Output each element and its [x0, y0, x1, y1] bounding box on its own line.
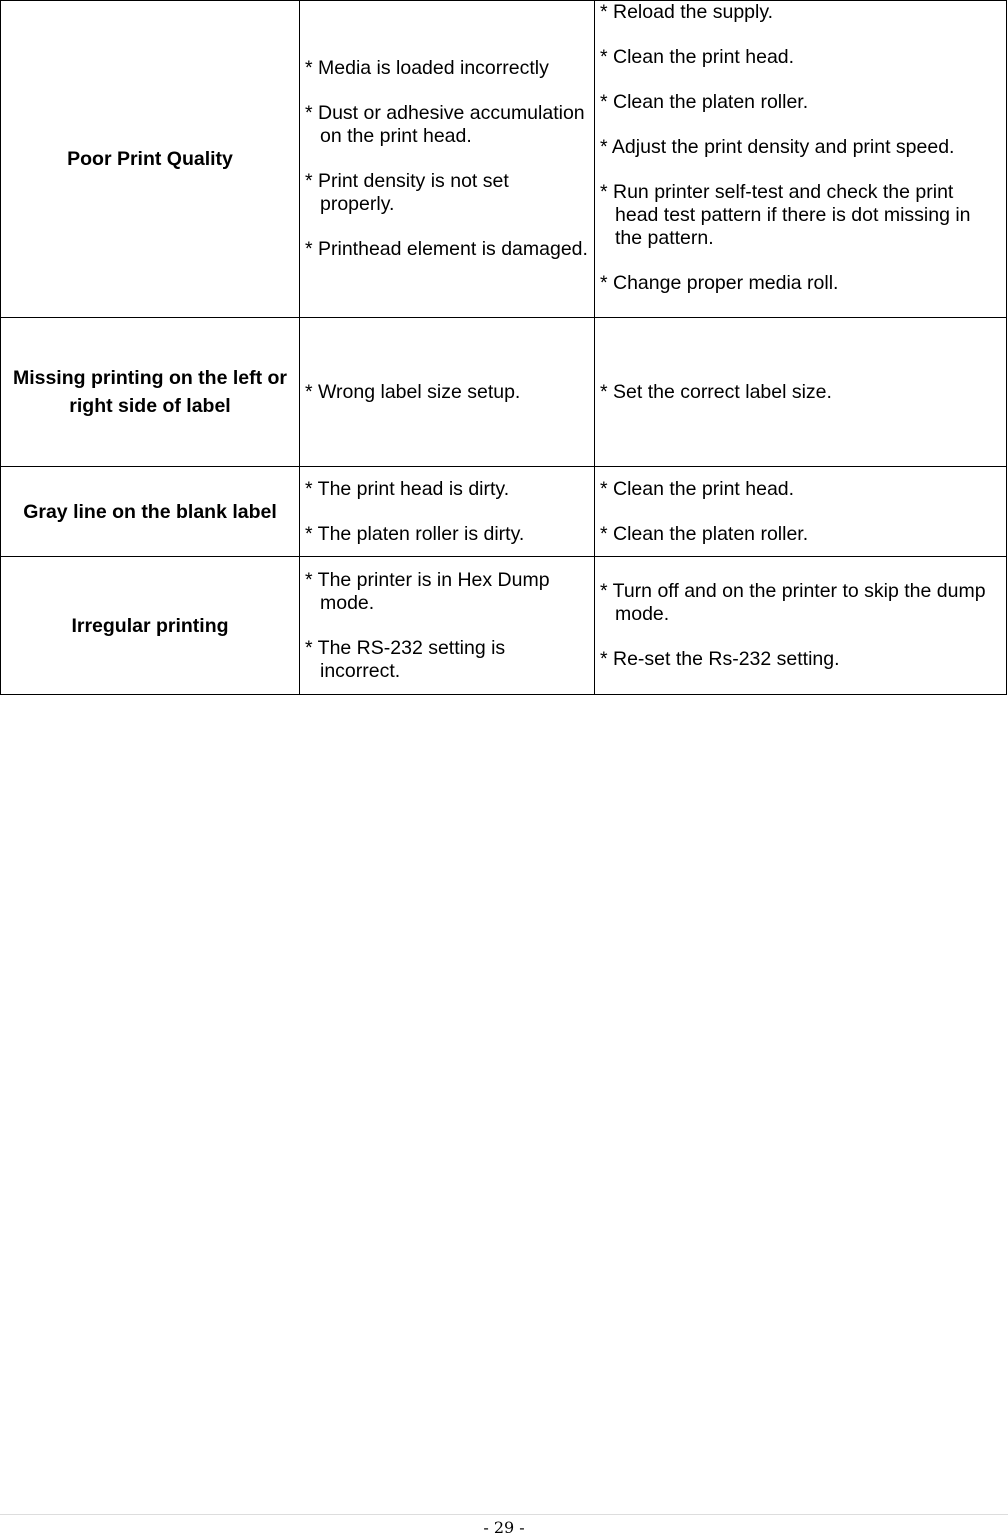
- problem-cell: Poor Print Quality: [1, 1, 300, 318]
- solution-item: * Set the correct label size.: [600, 380, 832, 403]
- troubleshooting-table: [0, 0, 1007, 695]
- cause-cell: [300, 318, 595, 467]
- solution-item: * Turn off and on the printer to skip the dump mode.: [600, 580, 986, 625]
- cause-cell: [300, 1, 595, 318]
- page-number: - 29 -: [483, 1518, 525, 1537]
- solution-item: * Adjust the print density and print speed.: [600, 136, 955, 158]
- solution-item: * Re-set the Rs-232 setting.: [600, 648, 840, 670]
- table-row: [1, 467, 1007, 557]
- table-row: [1, 318, 1007, 467]
- problem-cell: Irregular printing: [1, 557, 300, 695]
- solution-item: * Reload the supply.: [600, 1, 774, 23]
- cause-item: * Media is loaded incorrectly: [305, 57, 549, 79]
- cause-item: * Dust or adhesive accumulation on the print head.: [305, 102, 585, 147]
- cause-cell: [300, 467, 595, 557]
- cause-item: * The RS-232 setting is incorrect.: [305, 636, 506, 682]
- cause-item: * The print head is dirty.: [305, 477, 510, 500]
- solution-item: * Clean the print head.: [600, 46, 795, 68]
- cause-item: * The platen roller is dirty.: [305, 522, 525, 545]
- solution-item: * Clean the platen roller.: [600, 91, 809, 113]
- solution-item: * Clean the platen roller.: [600, 522, 809, 545]
- footer-divider: [0, 1514, 1008, 1515]
- cause-item: * The printer is in Hex Dump mode.: [305, 568, 550, 614]
- cause-item: * Wrong label size setup.: [305, 380, 521, 403]
- solution-cell: [595, 557, 1007, 695]
- solution-item: * Change proper media roll.: [600, 272, 839, 294]
- cause-item: * Print density is not set properly.: [305, 170, 509, 215]
- table-row: [1, 1, 1007, 318]
- problem-cell: Missing printing on the left or right side of label: [1, 318, 300, 467]
- problem-cell: Gray line on the blank label: [1, 467, 300, 557]
- solution-item: * Run printer self-test and check the print head test pattern if there is dot missing in the pattern.: [600, 181, 971, 249]
- cause-item: * Printhead element is damaged.: [305, 238, 588, 260]
- table-row: [1, 557, 1007, 695]
- solution-cell: [595, 1, 1007, 318]
- solution-cell: [595, 467, 1007, 557]
- solution-cell: [595, 318, 1007, 467]
- cause-cell: [300, 557, 595, 695]
- solution-item: * Clean the print head.: [600, 477, 795, 500]
